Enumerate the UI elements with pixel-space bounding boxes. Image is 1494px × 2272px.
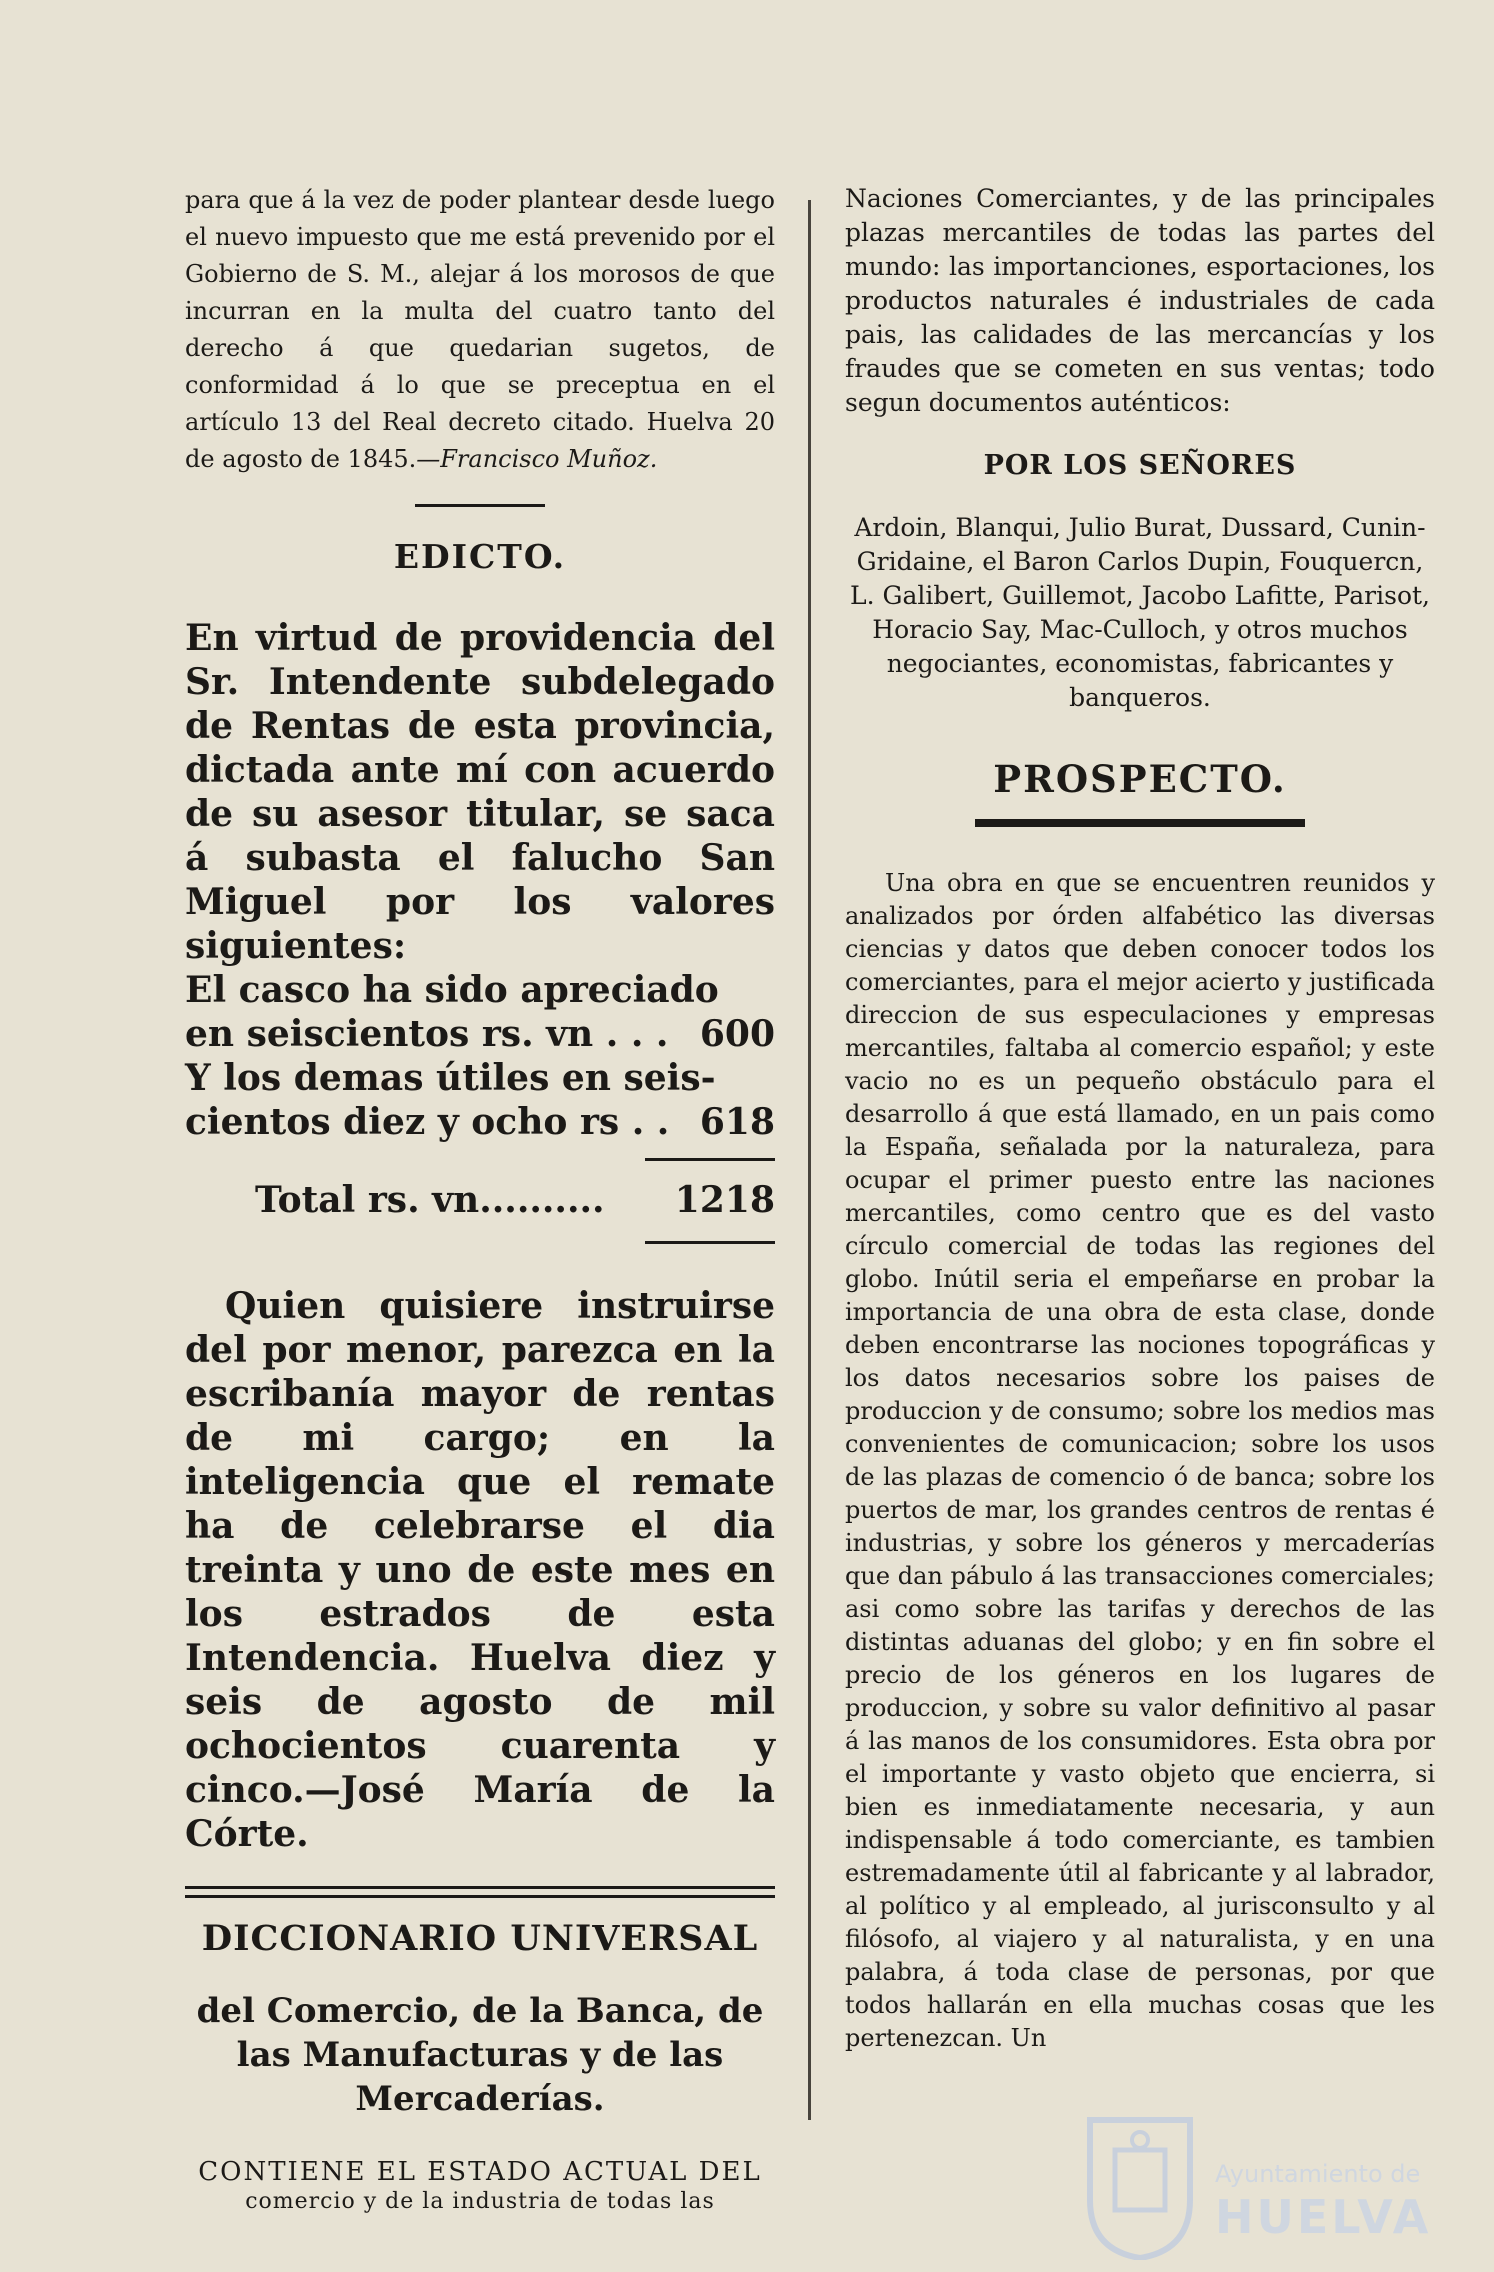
total-label: Total rs. vn.......... [255, 1179, 605, 1221]
contiene-line-1: CONTIENE EL ESTADO ACTUAL DEL [198, 2157, 762, 2187]
watermark-line-2: HUELVA [1215, 2190, 1432, 2244]
edicto-heading: EDICTO. [393, 537, 567, 576]
valuation-row-1-amount: 600 [699, 1013, 775, 1055]
edicto-body [185, 616, 775, 968]
valuation-row-2-label-1: Y los demas útiles en seis- [185, 1057, 716, 1099]
valuation-row-1-label-1: El casco ha sido apreciado [185, 969, 719, 1011]
right-column [845, 182, 1435, 2055]
ayuntamiento-shield-icon [1080, 2110, 1200, 2260]
column-divider [808, 200, 811, 2120]
valuation-row-1 [185, 968, 775, 1056]
left-intro [185, 182, 775, 478]
total-amount: 1218 [674, 1179, 775, 1221]
contiene-line-2: comercio y de la industria de todas las [245, 2189, 715, 2214]
por-heading: POR LOS SEÑORES [983, 450, 1297, 481]
edicto-separator [415, 504, 545, 507]
valuation-row-1-label-2: en seiscientos rs. vn . . . [185, 1013, 669, 1055]
valuation-row-2-amount: 618 [699, 1101, 775, 1143]
closing-paragraph-text: Quien quisiere instruirse del por menor, parezca en la escribanía mayor de rentas de mi cargo; en la inteligencia que el remate ha de celebrarse el dia treinta y uno de este mes en los estrados de esta Intendencia. Huelva diez y seis de agosto de mil ochocientos cuarenta y cinco.—José María de la Córte. [185, 1285, 775, 1855]
authors-list: Ardoin, Blanqui, Julio Burat, Dussard, Cunin-Gridaine, el Baron Carlos Dupin, Fouquercn, L. Galibert, Guillemot, Jacobo Lafitte, Parisot, Horacio Say, Mac-Culloch, y otros muchos negociantes, economistas, fabricantes y banqueros. [850, 513, 1430, 712]
watermark-line-1: Ayuntamiento de [1215, 2160, 1421, 2188]
dictionary-title: DICCIONARIO UNIVERSAL [201, 1918, 759, 1959]
prospecto-body: Una obra en que se encuentren reunidos y analizados por órden alfabético las diversas ciencias y datos que deben conocer todos los comerciantes, para el mejor acierto y justificada direccion de sus especulaciones y empresas mercantiles, faltaba al comercio español; y este vacio no es un pequeño obstáculo para el desarrollo á que está llamado, en un pais como la España, señalada por la naturaleza, para ocupar el primer puesto entre las naciones mercantiles, como centro que es del vasto círculo comercial de todas las regiones del globo. Inútil seria el empeñarse en probar la importancia de una obra de esta clase, donde deben encontrarse las nociones topográficas y los datos necesarios sobre los paises de produccion y de consumo; sobre los medios mas convenientes de comunicacion; sobre los usos de las plazas de comencio ó de banca; sobre los puertos de mar, los grandes centros de rentas é industrias, y sobre los géneros y mercaderías que dan pábulo á las transacciones comerciales; asi como sobre las tarifas y derechos de las distintas aduanas del globo; y en fin sobre el precio de los géneros en los lugares de produccion, y sobre su valor definitivo al pasar á las manos de los consumidores. Esta obra por el importante y vasto objeto que encierra, si bien es inmediatamente necesaria, y aun indispensable á todo comerciante, es tambien estremadamente útil al fabricante y al labrador, al político y al empleado, al jurisconsulto y al filósofo, al viajero y al naturalista, y en una palabra, á toda clase de personas, por que todos hallarán en ella muchas cosas que les pertenezcan. Un [845, 869, 1435, 2052]
total-row [185, 1179, 775, 1221]
valuation-row-2 [185, 1056, 775, 1144]
prospecto-heading: PROSPECTO. [993, 757, 1287, 801]
valuation-row-2-label-2: cientos diez y ocho rs . . [185, 1101, 670, 1143]
right-intro: Naciones Comerciantes, y de las principales plazas mercantiles de todas las partes del mundo: las importanciones, esportaciones, los productos naturales é industriales de cada pais, las calidades de las mercancías y los fraudes que se cometen en sus ventas; todo segun documentos auténticos: [845, 184, 1435, 417]
left-column [185, 182, 775, 2214]
total-rule-bottom [645, 1241, 775, 1244]
left-intro-text: para que á la vez de poder plantear desde luego el nuevo impuesto que me está prevenido por el Gobierno de S. M., alejar á los morosos de que incurran en la multa del cuatro tanto del derecho á que quedarian sugetos, de conformidad á lo que se preceptua en el artículo 13 del Real decreto citado. Huelva 20 de agosto de 1845. [185, 186, 775, 473]
left-intro-signature: —Francisco Muñoz. [416, 445, 658, 473]
dictionary-subtitle: del Comercio, de la Banca, de las Manufacturas y de las Mercaderías. [196, 1991, 764, 2119]
prospecto-rule [975, 819, 1305, 827]
edicto-body-text: En virtud de providencia del Sr. Intendente subdelegado de Rentas de esta provincia, dictada ante mí con acuerdo de su asesor titular, se saca á subasta el falucho San Miguel por los valores siguientes: [185, 617, 775, 967]
dictionary-separator [185, 1886, 775, 1898]
total-rule-top [645, 1158, 775, 1161]
closing-paragraph [185, 1284, 775, 1856]
